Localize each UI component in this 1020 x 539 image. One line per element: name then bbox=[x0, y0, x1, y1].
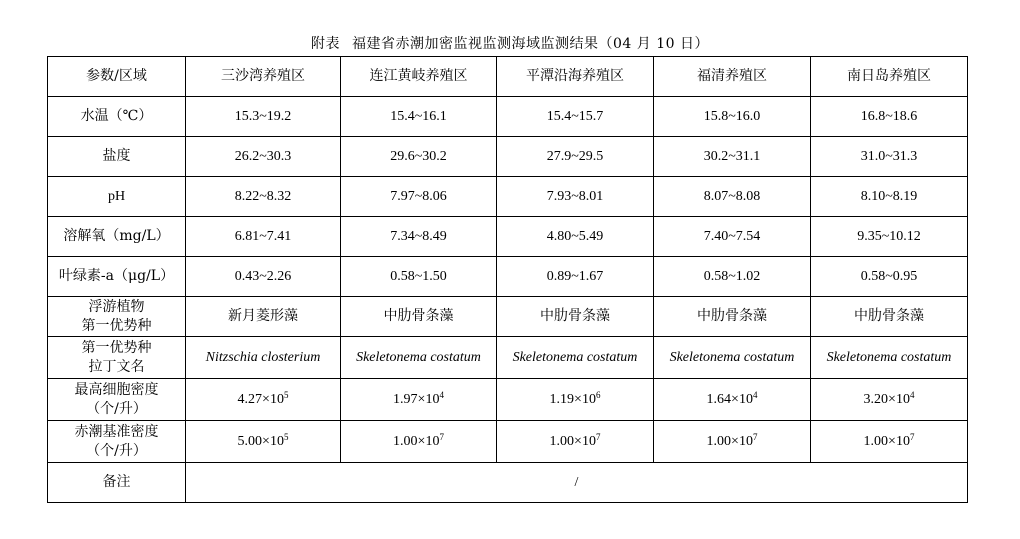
table-cell: 27.9~29.5 bbox=[497, 137, 654, 177]
caption-prefix: 附表 bbox=[311, 36, 340, 52]
table-cell: 中肋骨条藻 bbox=[654, 297, 811, 337]
table-row-max-density bbox=[48, 379, 968, 421]
table-cell: 中肋骨条藻 bbox=[341, 297, 497, 337]
row-label-line: 拉丁文名 bbox=[88, 358, 145, 375]
table-cell: Nitzschia closterium bbox=[186, 337, 341, 379]
caption-title: 福建省赤潮加密监视监测海域监测结果（04 月 10 日） bbox=[352, 36, 709, 52]
row-label-line: （个/升） bbox=[86, 400, 147, 417]
row-label-remarks: 备注 bbox=[48, 463, 186, 503]
table-cell: 7.34~8.49 bbox=[341, 217, 497, 257]
sci-exponent: 7 bbox=[752, 432, 758, 442]
table-cell bbox=[811, 421, 968, 463]
table-row-salinity bbox=[48, 137, 968, 177]
table-row-ph bbox=[48, 177, 968, 217]
table-row-dissolved-oxygen bbox=[48, 217, 968, 257]
table-cell: 29.6~30.2 bbox=[341, 137, 497, 177]
sci-mantissa: 1.97×10 bbox=[393, 392, 440, 407]
row-label-ph: pH bbox=[48, 177, 186, 217]
table-cell bbox=[186, 379, 341, 421]
region-header-nanri-island: 南日岛养殖区 bbox=[811, 57, 968, 97]
row-label-line: 赤潮基准密度 bbox=[74, 423, 159, 440]
table-header-row bbox=[48, 57, 968, 97]
sci-exponent: 4 bbox=[752, 390, 758, 400]
sci-mantissa: 1.00×10 bbox=[863, 434, 910, 449]
row-label-line: 最高细胞密度 bbox=[74, 381, 159, 398]
sci-mantissa: 1.00×10 bbox=[549, 434, 596, 449]
region-header-lianjiang-huangqi: 连江黄岐养殖区 bbox=[341, 57, 497, 97]
table-cell: Skeletonema costatum bbox=[341, 337, 497, 379]
sci-exponent: 4 bbox=[439, 390, 444, 400]
table-cell: Skeletonema costatum bbox=[654, 337, 811, 379]
row-label-salinity: 盐度 bbox=[48, 137, 186, 177]
table-cell bbox=[341, 379, 497, 421]
table-row-latin-name bbox=[48, 337, 968, 379]
region-header-fuqing: 福清养殖区 bbox=[654, 57, 811, 97]
sci-mantissa: 1.64×10 bbox=[706, 392, 753, 407]
row-label-chlorophyll: 叶绿素-a（μg/L） bbox=[48, 257, 186, 297]
sci-exponent: 7 bbox=[595, 432, 601, 442]
table-cell: 8.22~8.32 bbox=[186, 177, 341, 217]
table-cell: 0.58~0.95 bbox=[811, 257, 968, 297]
table-cell: 6.81~7.41 bbox=[186, 217, 341, 257]
corner-header-cell: 参数/区域 bbox=[48, 57, 186, 97]
table-cell: Skeletonema costatum bbox=[497, 337, 654, 379]
sci-mantissa: 5.00×10 bbox=[237, 434, 284, 449]
row-label-dominant-species bbox=[48, 297, 186, 337]
table-caption bbox=[0, 34, 1020, 54]
table-row-bloom-threshold bbox=[48, 421, 968, 463]
row-label-dissolved-oxygen: 溶解氧（mg/L） bbox=[48, 217, 186, 257]
table-cell: Skeletonema costatum bbox=[811, 337, 968, 379]
table-cell: 中肋骨条藻 bbox=[811, 297, 968, 337]
region-header-sansha-bay: 三沙湾养殖区 bbox=[186, 57, 341, 97]
table-cell: 4.80~5.49 bbox=[497, 217, 654, 257]
sci-exponent: 6 bbox=[595, 390, 601, 400]
table-cell: 7.93~8.01 bbox=[497, 177, 654, 217]
sci-mantissa: 4.27×10 bbox=[237, 392, 284, 407]
table-cell: 新月菱形藻 bbox=[186, 297, 341, 337]
remarks-cell: / bbox=[186, 463, 968, 503]
table-cell bbox=[654, 421, 811, 463]
row-label-max-density bbox=[48, 379, 186, 421]
table-cell: 0.58~1.02 bbox=[654, 257, 811, 297]
sci-exponent: 5 bbox=[283, 432, 289, 442]
row-label-line: 第一优势种 bbox=[81, 339, 152, 356]
table-row-water-temp bbox=[48, 97, 968, 137]
table-cell: 15.4~16.1 bbox=[341, 97, 497, 137]
table-cell bbox=[811, 379, 968, 421]
table-cell bbox=[497, 379, 654, 421]
row-label-line: 第一优势种 bbox=[81, 317, 152, 334]
table-cell: 31.0~31.3 bbox=[811, 137, 968, 177]
region-header-pingtan: 平潭沿海养殖区 bbox=[497, 57, 654, 97]
sci-exponent: 7 bbox=[439, 432, 444, 442]
table-cell: 16.8~18.6 bbox=[811, 97, 968, 137]
table-cell: 15.3~19.2 bbox=[186, 97, 341, 137]
sci-mantissa: 1.00×10 bbox=[706, 434, 753, 449]
table-row-remarks bbox=[48, 463, 968, 503]
table-cell: 15.8~16.0 bbox=[654, 97, 811, 137]
table-cell: 15.4~15.7 bbox=[497, 97, 654, 137]
table-row-dominant-species bbox=[48, 297, 968, 337]
sci-mantissa: 1.19×10 bbox=[549, 392, 596, 407]
table-cell: 0.89~1.67 bbox=[497, 257, 654, 297]
table-cell: 中肋骨条藻 bbox=[497, 297, 654, 337]
table-row-chlorophyll bbox=[48, 257, 968, 297]
sci-mantissa: 3.20×10 bbox=[863, 392, 910, 407]
table-cell: 9.35~10.12 bbox=[811, 217, 968, 257]
row-label-bloom-threshold bbox=[48, 421, 186, 463]
table-cell: 0.58~1.50 bbox=[341, 257, 497, 297]
table-cell bbox=[654, 379, 811, 421]
table-cell bbox=[186, 421, 341, 463]
sci-exponent: 4 bbox=[909, 390, 915, 400]
table-cell: 30.2~31.1 bbox=[654, 137, 811, 177]
table-cell: 7.40~7.54 bbox=[654, 217, 811, 257]
monitoring-results-table bbox=[47, 56, 968, 503]
table-cell: 8.07~8.08 bbox=[654, 177, 811, 217]
sci-exponent: 5 bbox=[283, 390, 289, 400]
table-cell bbox=[497, 421, 654, 463]
row-label-latin-name bbox=[48, 337, 186, 379]
table-cell bbox=[341, 421, 497, 463]
table-cell: 26.2~30.3 bbox=[186, 137, 341, 177]
table-cell: 8.10~8.19 bbox=[811, 177, 968, 217]
table-cell: 0.43~2.26 bbox=[186, 257, 341, 297]
sci-exponent: 7 bbox=[909, 432, 915, 442]
row-label-line: （个/升） bbox=[86, 442, 147, 459]
row-label-line: 浮游植物 bbox=[88, 298, 145, 315]
row-label-water-temp: 水温（℃） bbox=[48, 97, 186, 137]
table-cell: 7.97~8.06 bbox=[341, 177, 497, 217]
sci-mantissa: 1.00×10 bbox=[393, 434, 440, 449]
